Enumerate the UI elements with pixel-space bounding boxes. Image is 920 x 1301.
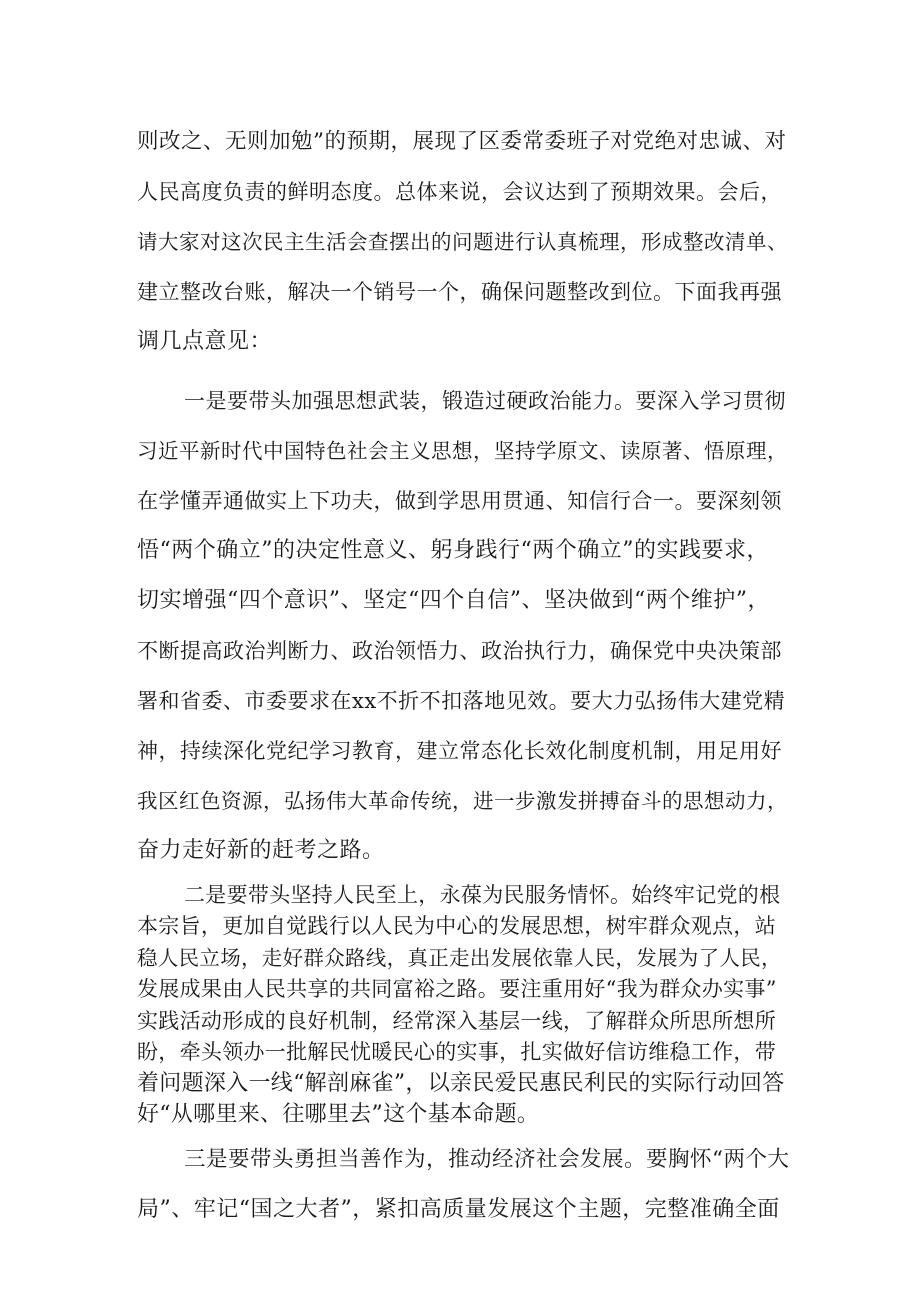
text-line: 悟“两个确立”的决定性意义、躬身践行“两个确立”的实践要求， (137, 538, 769, 563)
text-line: 不断提高政治判断力、政治领悟力、政治执行力，确保党中央决策部 (137, 639, 782, 663)
text-line: 人民高度负责的鲜明态度。总体来说，会议达到了预期效果。会后， (137, 180, 782, 204)
text-line: 一是要带头加强思想武装，锻造过硬政治能力。要深入学习贯彻 (184, 389, 786, 413)
text-line: 习近平新时代中国特色社会主义思想，坚持学原文、读原著、悟原理， (137, 439, 788, 463)
text-line: 建立整改台账，解决一个销号一个，确保问题整改到位。下面我再强 (137, 280, 782, 304)
text-line: 署和省委、市委要求在xx不折不扣落地见效。要大力弘扬伟大建党精 (137, 689, 786, 713)
text-line: 本宗旨，更加自觉践行以人民为中心的发展思想，树牢群众观点，站 (137, 914, 776, 938)
text-line: 局”、牢记“国之大者”，紧扣高质量发展这个主题，完整准确全面 (137, 1197, 780, 1222)
text-line: 发展成果由人民共享的共同富裕之路。要注重用好“我为群众办实事” (137, 977, 777, 1001)
text-line: 我区红色资源，弘扬伟大革命传统，进一步激发拼搏奋斗的思想动力， (137, 789, 788, 813)
text-line: 稳人民立场，走好群众路线，真正走出发展依靠人民，发展为了人民， (137, 946, 782, 970)
text-line: 调几点意见： (137, 329, 273, 354)
text-line: 则改之、无则加勉”的预期，展现了区委常委班子对党绝对忠诚、对 (137, 129, 787, 154)
text-line: 实践活动形成的良好机制，经常深入基层一线，了解群众所思所想所 (137, 1009, 776, 1033)
text-line: 在学懂弄通做实上下功夫，做到学思用贯通、知信行合一。要深刻领 (137, 489, 782, 513)
text-line: 好“从哪里来、往哪里去”这个基本命题。 (137, 1102, 540, 1127)
text-line: 切实增强“四个意识”、坚定“四个自信”、坚决做到“两个维护”， (137, 588, 770, 613)
text-line: 神，持续深化党纪学习教育，建立常态化长效化制度机制，用足用好 (137, 739, 782, 763)
text-line: 三是要带头勇担当善作为，推动经济社会发展。要胸怀“两个大 (184, 1147, 790, 1172)
text-line: 奋力走好新的赶考之路。 (137, 838, 385, 863)
text-line: 盼，牵头领办一批解民忧暖民心的实事，扎实做好信访维稳工作，带 (137, 1040, 776, 1064)
text-line: 二是要带头坚持人民至上，永葆为民服务情怀。始终牢记党的根 (184, 883, 781, 907)
text-line: 请大家对这次民主生活会查摆出的问题进行认真梳理，形成整改清单、 (137, 230, 788, 254)
text-line: 着问题深入一线“解剖麻雀”，以亲民爱民惠民利民的实际行动回答 (137, 1071, 785, 1096)
